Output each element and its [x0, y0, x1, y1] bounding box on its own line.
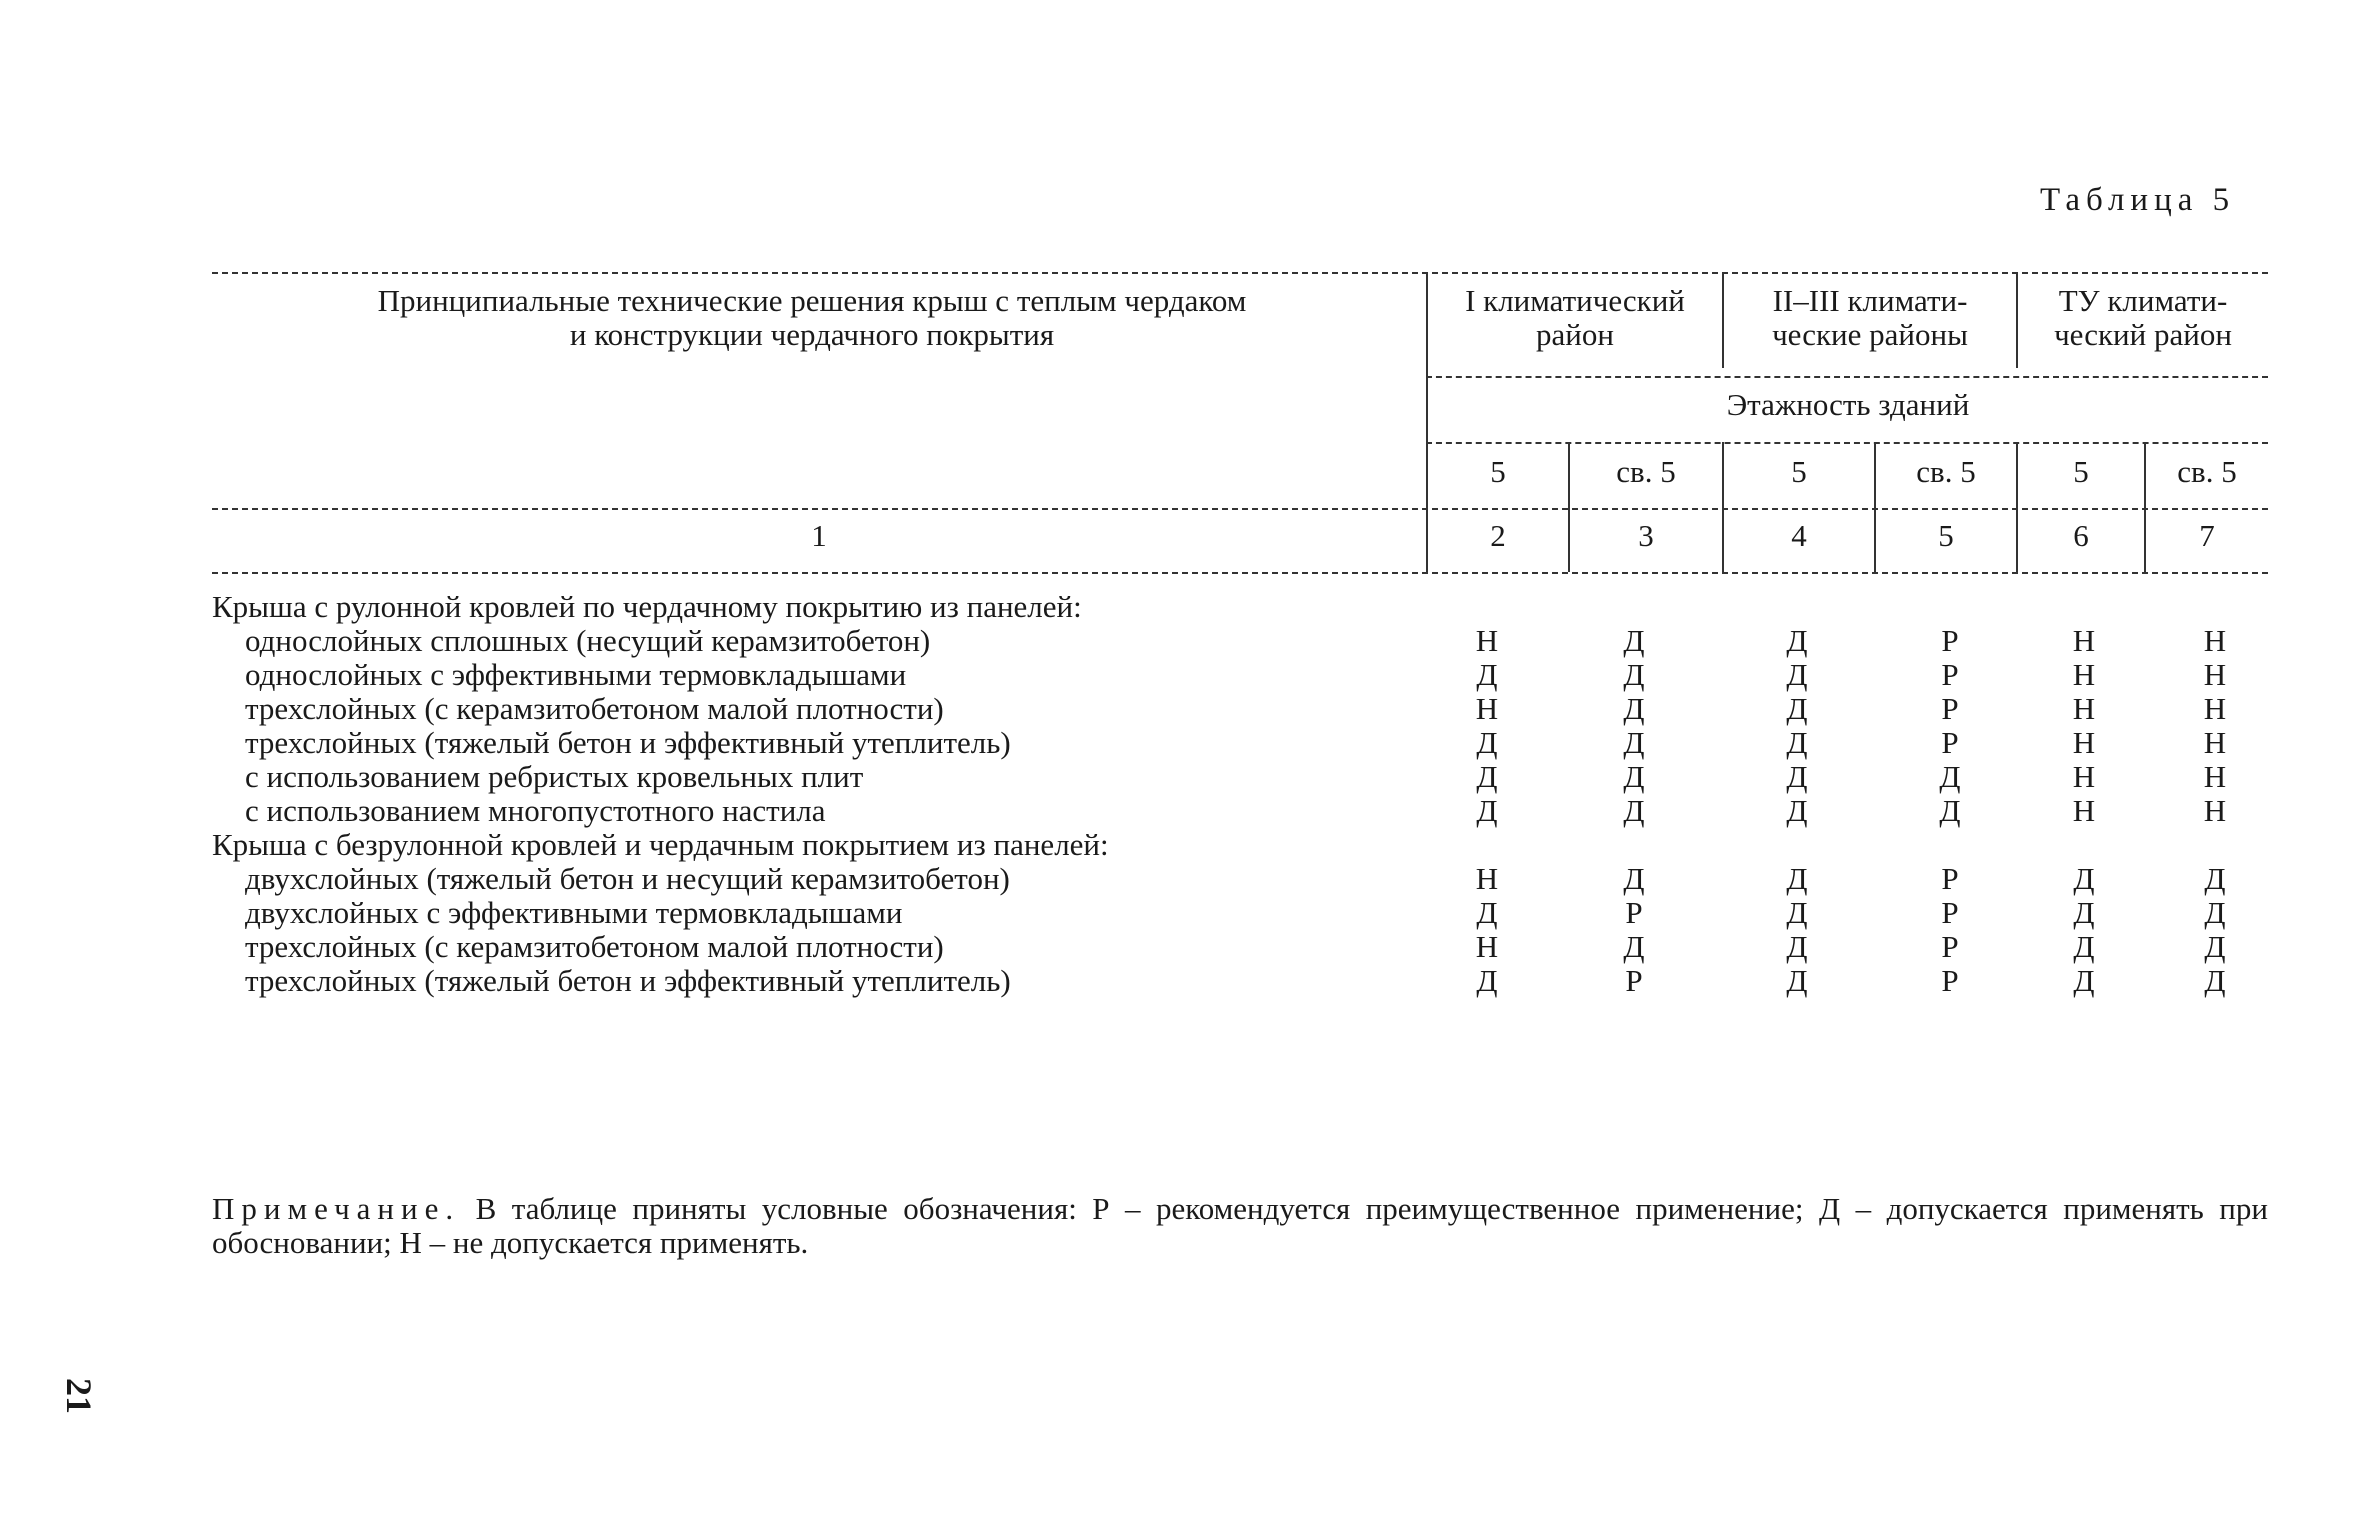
- cell-value: Р: [1625, 963, 1643, 998]
- rule-header-bottom: [212, 508, 2268, 510]
- cell-value: Н: [2072, 759, 2096, 794]
- cell-value: Д: [1623, 759, 1645, 794]
- cell-value: Д: [1623, 793, 1645, 828]
- cell-value: Н: [2072, 725, 2096, 760]
- cell-value: Н: [2203, 759, 2227, 794]
- colnum-5: 5: [1938, 518, 1954, 553]
- colnum-4: 4: [1791, 518, 1807, 553]
- cell-value: Н: [1475, 861, 1499, 896]
- table-note: [212, 1192, 2268, 1260]
- cell-value: Н: [2203, 725, 2227, 760]
- row-label: трехслойных (с керамзитобетоном малой плотности): [245, 929, 944, 964]
- cell-value: Д: [1623, 725, 1645, 760]
- cell-value: Д: [1786, 759, 1808, 794]
- row-label: трехслойных (тяжелый бетон и эффективный утеплитель): [245, 725, 1011, 760]
- rule-col-numbers: [212, 572, 2268, 574]
- colnum-2: 2: [1490, 518, 1506, 553]
- cell-value: Р: [1941, 725, 1959, 760]
- cell-value: Д: [1623, 929, 1645, 964]
- cell-value: Д: [1623, 623, 1645, 658]
- cell-value: Д: [1786, 793, 1808, 828]
- rule-regions: [1426, 376, 2268, 378]
- group-title: Крыша с безрулонной кровлей и чердачным покрытием из панелей:: [212, 827, 1109, 862]
- cell-value: Д: [2204, 895, 2226, 930]
- cell-value: Н: [2203, 623, 2227, 658]
- cell-value: Р: [1941, 895, 1959, 930]
- colnum-7: 7: [2199, 518, 2215, 553]
- colnum-6: 6: [2073, 518, 2089, 553]
- cell-value: Н: [2072, 657, 2096, 692]
- colnum-1: 1: [811, 518, 827, 553]
- cell-value: Н: [1475, 691, 1499, 726]
- region-2-header: II–III климати- ческие районы: [1772, 283, 1968, 352]
- cell-value: Д: [1939, 759, 1961, 794]
- cell-value: Д: [2073, 929, 2095, 964]
- cell-value: Д: [1939, 793, 1961, 828]
- cell-value: Д: [1786, 657, 1808, 692]
- cell-value: Д: [1786, 963, 1808, 998]
- cell-value: Н: [2072, 793, 2096, 828]
- floor-col6: 5: [2073, 454, 2089, 489]
- region-3-header: ТУ климати- ческий район: [2054, 283, 2232, 352]
- cell-value: Д: [1476, 793, 1498, 828]
- cell-value: Р: [1941, 623, 1959, 658]
- cell-value: Р: [1941, 691, 1959, 726]
- cell-value: Д: [2204, 861, 2226, 896]
- row-label: однослойных сплошных (несущий керамзитобетон): [245, 623, 931, 658]
- cell-value: Д: [2073, 861, 2095, 896]
- cell-value: Н: [2203, 793, 2227, 828]
- colnum-3: 3: [1638, 518, 1654, 553]
- row-label: трехслойных (с керамзитобетоном малой плотности): [245, 691, 944, 726]
- floor-col4: 5: [1791, 454, 1807, 489]
- cell-value: Д: [1476, 759, 1498, 794]
- cell-value: Д: [1476, 963, 1498, 998]
- cell-value: Р: [1941, 861, 1959, 896]
- cell-value: Р: [1941, 929, 1959, 964]
- cell-value: Д: [2204, 929, 2226, 964]
- cell-value: Д: [1786, 861, 1808, 896]
- row-label: однослойных с эффективными термовкладышами: [245, 657, 907, 692]
- cell-value: Д: [1786, 623, 1808, 658]
- cell-value: Н: [2072, 691, 2096, 726]
- floor-col3: св. 5: [1616, 454, 1676, 489]
- cell-value: Н: [2072, 623, 2096, 658]
- page-number: 21: [59, 1378, 99, 1414]
- rule-floors: [1426, 442, 2268, 444]
- cell-value: Д: [2073, 895, 2095, 930]
- cell-value: Д: [1623, 861, 1645, 896]
- row-label: с использованием ребристых кровельных плит: [245, 759, 864, 794]
- cell-value: Д: [1786, 725, 1808, 760]
- table-caption: Таблица 5: [2040, 182, 2236, 218]
- note-lead: Примечание.: [212, 1191, 461, 1226]
- cell-value: Д: [1623, 657, 1645, 692]
- cell-value: Н: [1475, 929, 1499, 964]
- note-text: В таблице приняты условные обозначения: Р – рекомендуется преимущественное применение; Д – допускается применять при обосновании; Н – не допускается применять.: [212, 1191, 2268, 1260]
- cell-value: Д: [1786, 929, 1808, 964]
- cell-value: Р: [1625, 895, 1643, 930]
- row-label: с использованием многопустотного настила: [245, 793, 826, 828]
- floor-col7: св. 5: [2177, 454, 2237, 489]
- cell-value: Д: [1476, 725, 1498, 760]
- cell-value: Р: [1941, 963, 1959, 998]
- floor-col5: св. 5: [1916, 454, 1976, 489]
- row-label: двухслойных с эффективными термовкладышами: [245, 895, 903, 930]
- table-header: [212, 272, 2268, 572]
- floor-col2: 5: [1490, 454, 1506, 489]
- cell-value: Н: [2203, 691, 2227, 726]
- region-1-header: I климатический район: [1465, 283, 1685, 352]
- group-title: Крыша с рулонной кровлей по чердачному покрытию из панелей:: [212, 589, 1082, 624]
- cell-value: Д: [1786, 691, 1808, 726]
- floors-label: Этажность зданий: [1726, 387, 1970, 422]
- row-label: двухслойных (тяжелый бетон и несущий керамзитобетон): [245, 861, 1010, 896]
- cell-value: Д: [2204, 963, 2226, 998]
- cell-value: Д: [1786, 895, 1808, 930]
- cell-value: Д: [2073, 963, 2095, 998]
- cell-value: Н: [2203, 657, 2227, 692]
- row-label: трехслойных (тяжелый бетон и эффективный утеплитель): [245, 963, 1011, 998]
- cell-value: Р: [1941, 657, 1959, 692]
- cell-value: Д: [1623, 691, 1645, 726]
- col1-header: Принципиальные технические решения крыш с теплым чердаком и конструкции чердачного покрытия: [377, 283, 1247, 352]
- rule-top: [212, 272, 2268, 274]
- cell-value: Н: [1475, 623, 1499, 658]
- cell-value: Д: [1476, 657, 1498, 692]
- cell-value: Д: [1476, 895, 1498, 930]
